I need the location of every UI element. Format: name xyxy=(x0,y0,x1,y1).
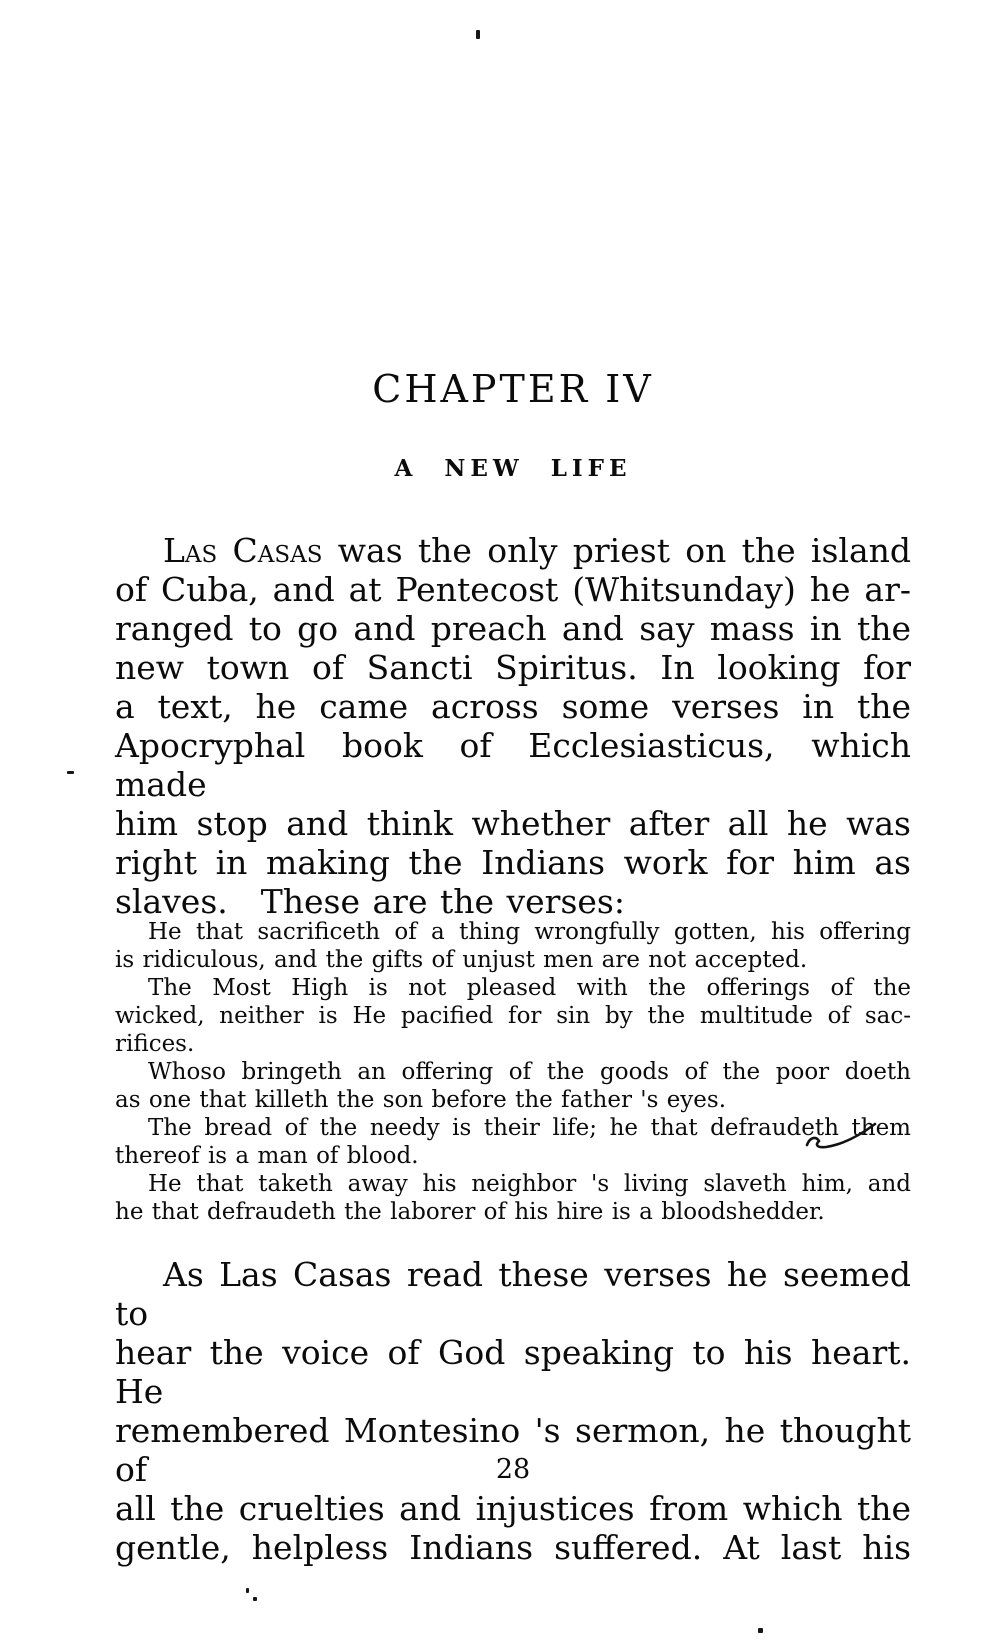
text-line: Apocryphal book of Ecclesiasticus, which made xyxy=(115,726,911,804)
text-line: him stop and think whether after all he was xyxy=(115,804,911,843)
scan-speck xyxy=(758,1628,763,1633)
scan-speck xyxy=(476,30,480,39)
chapter-subtitle: A NEW LIFE xyxy=(394,455,632,482)
text-line: gentle, helpless Indians suffered. At last his xyxy=(115,1528,911,1567)
paragraph-2 xyxy=(115,1255,911,1567)
text-line: slaves. These are the verses: xyxy=(115,882,625,921)
paragraph-2-lines xyxy=(115,1255,911,1567)
verse-lines xyxy=(115,918,911,1226)
text-line: of Cuba, and at Pentecost (Whitsunday) he ar- xyxy=(115,570,911,609)
text-line: He that sacrificeth of a thing wrongfully gotten, his offering xyxy=(148,919,911,945)
text-line: right in making the Indians work for him as xyxy=(115,843,911,882)
text-line: hear the voice of God speaking to his heart. He xyxy=(115,1333,911,1411)
pen-mark-underline xyxy=(798,1116,886,1152)
text-line: Whoso bringeth an offering of the goods of the poor doeth xyxy=(148,1059,911,1085)
text-line: rifices. xyxy=(115,1031,195,1057)
text-line: remembered Montesino 's sermon, he thought of xyxy=(115,1411,911,1489)
text-line: As Las Casas read these verses he seemed to xyxy=(115,1255,911,1333)
text-line: is ridiculous, and the gifts of unjust men are not accepted. xyxy=(115,947,808,973)
text-line: he that defraudeth the laborer of his hire is a bloodshedder. xyxy=(115,1199,825,1225)
lead-small-caps: Las Casas xyxy=(163,531,323,570)
text-line: The bread of the needy is their life; he that defraudeth them xyxy=(148,1115,911,1141)
scan-speck xyxy=(67,771,74,774)
scan-speck xyxy=(253,1597,257,1601)
text-line: He that taketh away his neighbor 's living slaveth him, and xyxy=(148,1171,911,1197)
text-line: wicked, neither is He pacified for sin by the multitude of sac- xyxy=(115,1003,911,1029)
text-line: ranged to go and preach and say mass in the xyxy=(115,609,911,648)
first-line-text: was the only priest on the island xyxy=(322,531,911,570)
page-number: 28 xyxy=(495,1454,531,1485)
scan-speck xyxy=(246,1588,249,1593)
paragraph-1 xyxy=(115,531,911,921)
text-line xyxy=(115,531,911,570)
text-line: thereof is a man of blood. xyxy=(115,1143,419,1169)
text-line: The Most High is not pleased with the offerings of the xyxy=(148,975,911,1001)
text-line: a text, he came across some verses in the xyxy=(115,687,911,726)
text-line: all the cruelties and injustices from which the xyxy=(115,1489,911,1528)
text-line: new town of Sancti Spiritus. In looking for xyxy=(115,648,911,687)
verse-quote-block xyxy=(115,918,911,1226)
paragraph-1-lines xyxy=(115,570,911,921)
chapter-title: CHAPTER IV xyxy=(372,367,654,411)
text-line: as one that killeth the son before the father 's eyes. xyxy=(115,1087,727,1113)
